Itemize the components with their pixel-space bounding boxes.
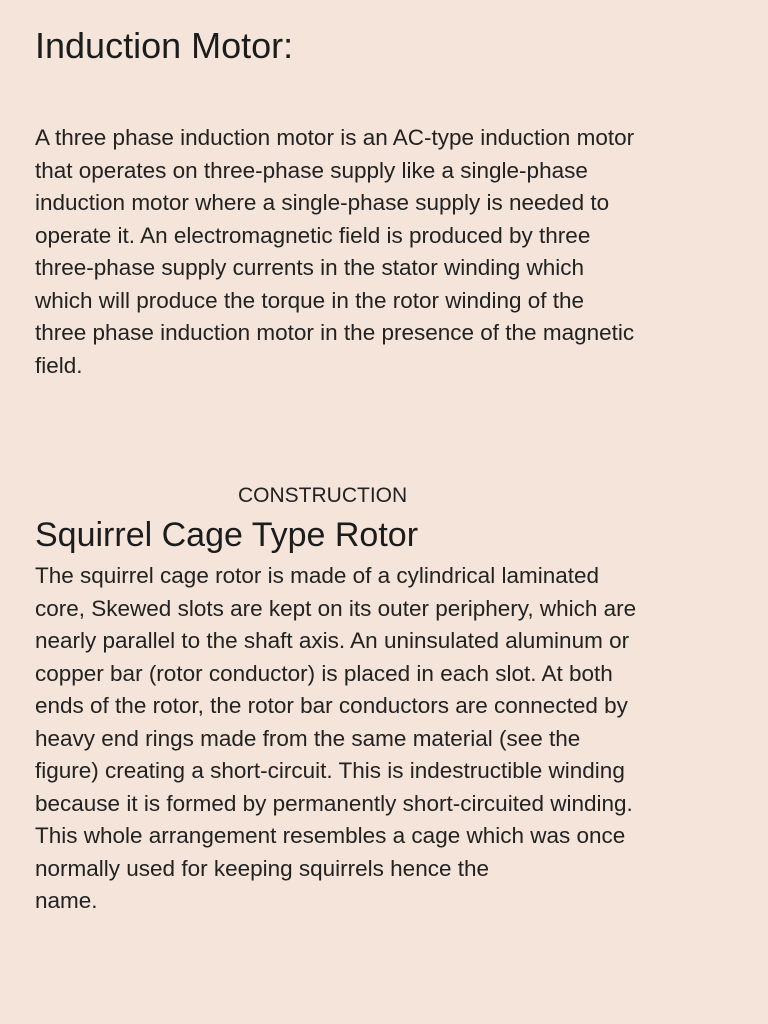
body-line: name. — [35, 888, 98, 913]
intro-line: field. — [35, 352, 83, 378]
intro-line: operate it. An electromagnetic field is produced by three — [35, 222, 591, 248]
body-line: core, Skewed slots are kept on its outer periphery, which are — [35, 595, 637, 621]
body-line: because it is formed by permanently short-circuited winding. — [35, 790, 633, 816]
section-label: CONSTRUCTION — [238, 484, 408, 507]
body-line: nearly parallel to the shaft axis. An uninsulated aluminum or — [35, 628, 630, 653]
intro-line: which will produce the torque in the rotor winding of the — [35, 287, 585, 313]
body-line: copper bar (rotor conductor) is placed in each slot. At both — [35, 660, 613, 686]
page-title: Induction Motor: — [35, 25, 294, 66]
intro-line: A three phase induction motor is an AC-type induction motor — [35, 125, 635, 150]
body-line: ends of the rotor, the rotor bar conductors are connected by — [35, 693, 628, 718]
intro-line: three phase induction motor in the presence of the magnetic — [35, 320, 635, 345]
intro-line: three-phase supply currents in the stator winding which — [35, 255, 585, 280]
construction-paragraph — [35, 560, 735, 918]
intro-line: that operates on three-phase supply like a single-phase — [35, 157, 588, 183]
section-heading: Squirrel Cage Type Rotor — [35, 516, 419, 554]
intro-paragraph — [35, 122, 735, 382]
body-line: normally used for keeping squirrels hence the — [35, 855, 489, 881]
body-line: This whole arrangement resembles a cage which was once — [35, 823, 626, 848]
body-line: figure) creating a short-circuit. This is indestructible winding — [35, 758, 625, 783]
body-line: The squirrel cage rotor is made of a cylindrical laminated — [35, 563, 600, 588]
intro-line: induction motor where a single-phase supply is needed to — [35, 190, 610, 215]
body-line: heavy end rings made from the same material (see the — [35, 725, 581, 751]
